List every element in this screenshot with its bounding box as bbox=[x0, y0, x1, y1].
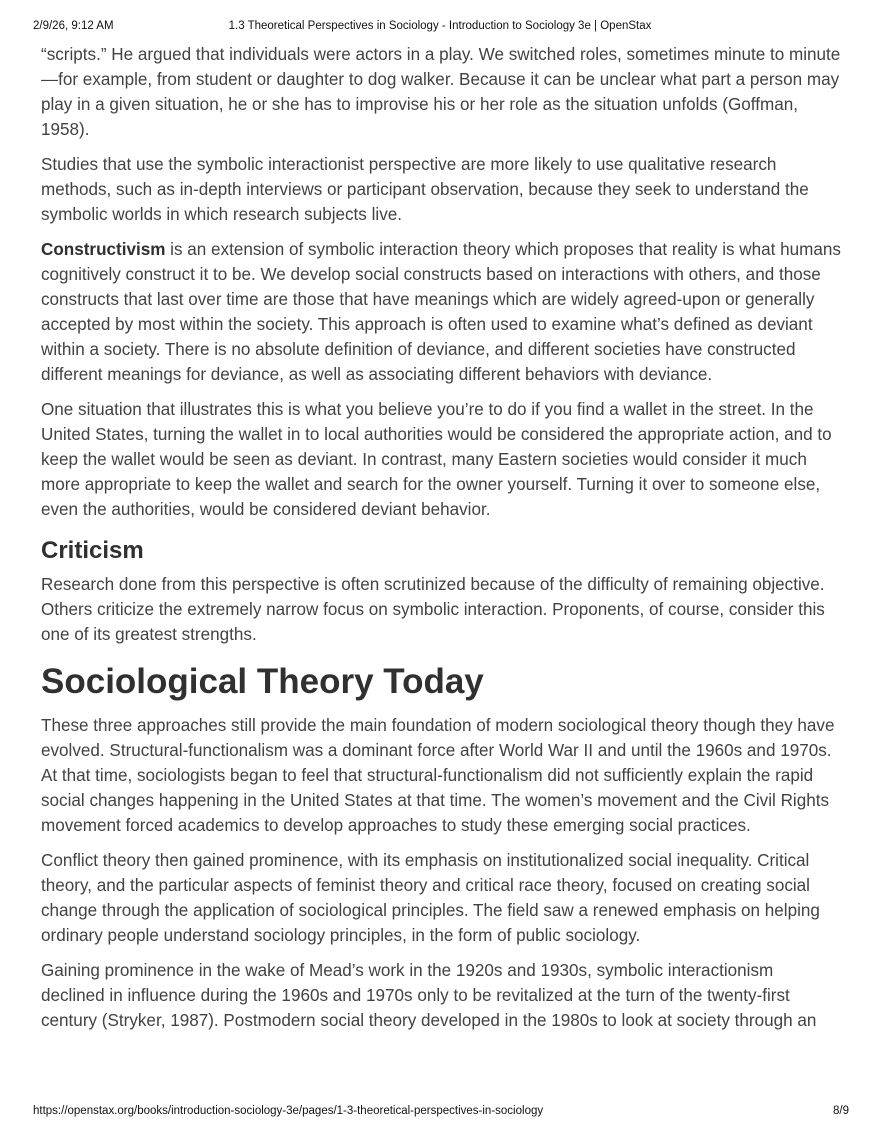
paragraph-constructivism-text: is an extension of symbolic interaction theory which proposes that reality is what humans cognitively construct it to be. We develop social constructs based on interactions with others, and those constructs that last over time are those that have meanings which are widely agreed-upon or generally accepted by most within the society. This approach is often used to examine what’s defined as deviant within a society. There is no absolute definition of deviance, and different societies have constructed different meanings for deviance, as well as associating different behaviors with deviance. bbox=[41, 240, 841, 384]
print-page-title: 1.3 Theoretical Perspectives in Sociology - Introduction to Sociology 3e | OpenStax bbox=[228, 20, 652, 32]
page-content bbox=[41, 42, 841, 1043]
key-term-constructivism: Constructivism bbox=[41, 240, 166, 259]
paragraph-qualitative-methods: Studies that use the symbolic interactionist perspective are more likely to use qualitative research methods, such as in-depth interviews or participant observation, because they seek to understand the symbolic worlds in which research subjects live. bbox=[41, 155, 809, 224]
page-url: https://openstax.org/books/introduction-sociology-3e/pages/1-3-theoretical-perspectives-in-sociology bbox=[33, 1105, 544, 1117]
page-number: 8/9 bbox=[833, 1105, 849, 1117]
print-datetime: 2/9/26, 9:12 AM bbox=[33, 20, 114, 32]
print-footer bbox=[33, 1105, 849, 1121]
paragraph-constructivism bbox=[41, 237, 841, 387]
section-heading-theory-today: Sociological Theory Today bbox=[41, 662, 484, 701]
paragraph-criticism: Research done from this perspective is often scrutinized because of the difficulty of remaining objective. Others criticize the extremely narrow focus on symbolic interaction. Proponents, of course, consider this one of its greatest strengths. bbox=[41, 575, 825, 644]
paragraph-three-approaches: These three approaches still provide the main foundation of modern sociological theory though they have evolved. Structural-functionalism was a dominant force after World War II and until the 1960s and 1970s. At that time, sociologists began to feel that structural-functionalism did not sufficiently explain the rapid social changes happening in the United States at that time. The women’s movement and the Civil Rights movement forced academics to develop approaches to study these emerging social practices. bbox=[41, 716, 835, 835]
criticism-heading: Criticism bbox=[41, 537, 144, 564]
paragraph-goffman: “scripts.” He argued that individuals were actors in a play. We switched roles, sometimes minute to minute—for example, from student or daughter to dog walker. Because it can be unclear what part a person may play in a given situation, he or she has to improvise his or her role as the situation unfolds (Goffman, 1958). bbox=[41, 45, 841, 139]
paragraph-conflict-theory: Conflict theory then gained prominence, with its emphasis on institutionalized social inequality. Critical theory, and the particular aspects of feminist theory and critical race theory, focused on creating social change through the application of sociological principles. The field saw a renewed emphasis on helping ordinary people understand sociology principles, in the form of public sociology. bbox=[41, 851, 820, 945]
paragraph-symbolic-interactionism: Gaining prominence in the wake of Mead’s work in the 1920s and 1930s, symbolic interactionism declined in influence during the 1960s and 1970s only to be revitalized at the turn of the twenty-first century (Stryker, 1987). Postmodern social theory developed in the 1980s to look at society through an bbox=[41, 961, 817, 1030]
paragraph-wallet-example: One situation that illustrates this is what you believe you’re to do if you find a wallet in the street. In the United States, turning the wallet in to local authorities would be considered the appropriate action, and to keep the wallet would be seen as deviant. In contrast, many Eastern societies would consider it much more appropriate to keep the wallet and search for the owner yourself. Turning it over to someone else, even the authorities, would be considered deviant behavior. bbox=[41, 400, 832, 519]
print-header bbox=[33, 20, 847, 36]
